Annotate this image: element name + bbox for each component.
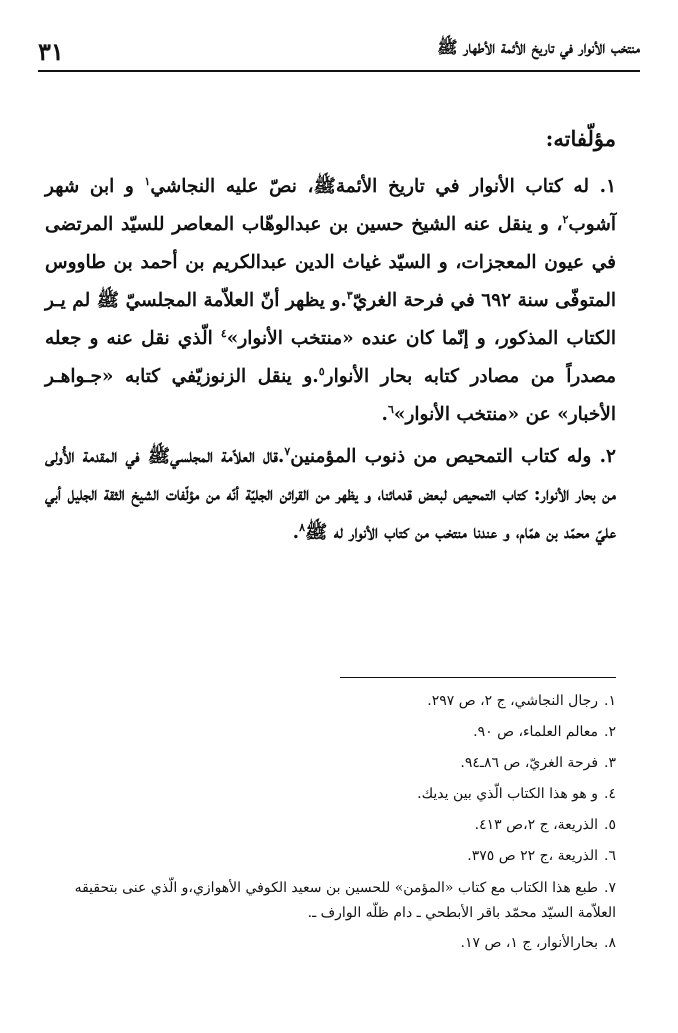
paragraph-text: . <box>292 522 300 543</box>
paragraph-text: .قال العلاّمة المجلسيﷺ في المقدمة الأُولى من بحار الأنوار: كتاب التمحيص لبعض قدمائنا، و يظهر من القرائن الجليّة أنّه من مؤلّفات الشيخ الثقة الجليل أبي عليّ محمّد بن همّام، و عندنا منتخب من كتاب الأنوار له ﷺ <box>45 446 616 543</box>
footnote-text: معالم العلماء، ص ٩٠. <box>473 724 599 740</box>
paragraph-text: . <box>381 404 388 425</box>
header-divider <box>38 70 640 72</box>
footnotes <box>45 686 616 959</box>
footnote-ref-6: ٦ <box>388 402 394 416</box>
footnote-ref-1: ١ <box>144 174 151 188</box>
paragraph-text: .و ينقل الزنوزيّفي كتابه «جـواهـر الأخبار» عن «منتخب الأنوار» <box>45 366 616 425</box>
paragraph-text: الّذي نقل عنه و جعله مصدراً من مصادر كتابه بحار الأنوار <box>45 328 617 387</box>
footnote-ref-8: ٨ <box>299 520 306 534</box>
footnote-number: ٥. <box>604 817 616 833</box>
book-title: منتخب الأنوار في تاريخ الأئمة الأطهار ﷺ <box>437 38 640 58</box>
footnote <box>45 686 616 717</box>
paragraph-text: و ابن شهر آشوب <box>45 176 616 235</box>
footnote-divider <box>340 677 616 678</box>
footnote-ref-2: ٢ <box>562 212 569 226</box>
footnote-text: رجال النجاشي، ج ٢، ص ٢٩٧. <box>427 693 599 709</box>
footnote-ref-4: ٤ <box>220 326 227 340</box>
footnote-number: ٣. <box>604 755 616 771</box>
footnote-number: ٧. <box>604 880 616 896</box>
paragraph-2 <box>45 438 616 552</box>
footnote <box>45 717 616 748</box>
body-text <box>45 168 616 552</box>
footnote-number: ٤. <box>604 786 616 802</box>
footnote-ref-7: ٧ <box>284 444 291 458</box>
page-number: ٣١ <box>38 37 64 66</box>
section-heading: مؤلّفاته: <box>545 126 616 151</box>
paragraph-text: .و يظهر أنّ العلاّمة المجلسيّ ﷺ لم يـر الكتاب المذكور، و إنّما كان عنده «منتخب الأنوار» <box>45 290 616 349</box>
footnote-ref-3: ٣ <box>346 288 353 302</box>
footnote <box>45 779 616 810</box>
paragraph-text: ٢. وله كتاب التمحيص من ذنوب المؤمنين <box>290 446 616 467</box>
footnote-number: ٦. <box>604 848 616 864</box>
running-header <box>38 28 640 68</box>
footnote-text: الذريعة ،ج ٢٢ ص ٣٧٥. <box>467 848 599 864</box>
footnote <box>45 841 616 872</box>
footnote-text: و هو هذا الكتاب الّذي بين يديك. <box>417 786 599 802</box>
footnote-ref-5: ٥ <box>318 364 325 378</box>
footnote-text: فرحة الغريّ، ص ٨٦ـ٩٤. <box>460 755 599 771</box>
footnote-text: الذريعة، ج ٢،ص ٤١٣. <box>474 817 599 833</box>
footnote-text: بحارالأنوار، ج ١، ص ١٧. <box>460 935 599 951</box>
footnote-number: ٢. <box>604 724 616 740</box>
footnote-text: طبع هذا الكتاب مع كتاب «المؤمن» للحسين بن سعيد الكوفي الأهوازي،و الّذي عنى بتحقيقه العلاّمة السيّد محمّد باقر الأبطحي ـ دام ظلّه الوارف ـ. <box>74 880 616 921</box>
footnote <box>45 810 616 841</box>
footnote <box>45 872 616 928</box>
footnote <box>45 928 616 959</box>
paragraph-1 <box>45 168 616 434</box>
paragraph-text: ١. له كتاب الأنوار في تاريخ الأئمةﷺ، نصّ عليه النجاشي <box>150 176 616 197</box>
footnote-number: ٨. <box>604 935 616 951</box>
footnote-number: ١. <box>604 693 616 709</box>
footnote <box>45 748 616 779</box>
paragraph-text: ، و ينقل عنه الشيخ حسين بن عبدالوهّاب المعاصر للسيّد المرتضى في عيون المعجزات، و السيّد غياث الدين عبدالكريم بن أحمد بن طاووس المتوفّى سنة ٦٩٢ في فرحة الغريّ <box>45 214 616 311</box>
